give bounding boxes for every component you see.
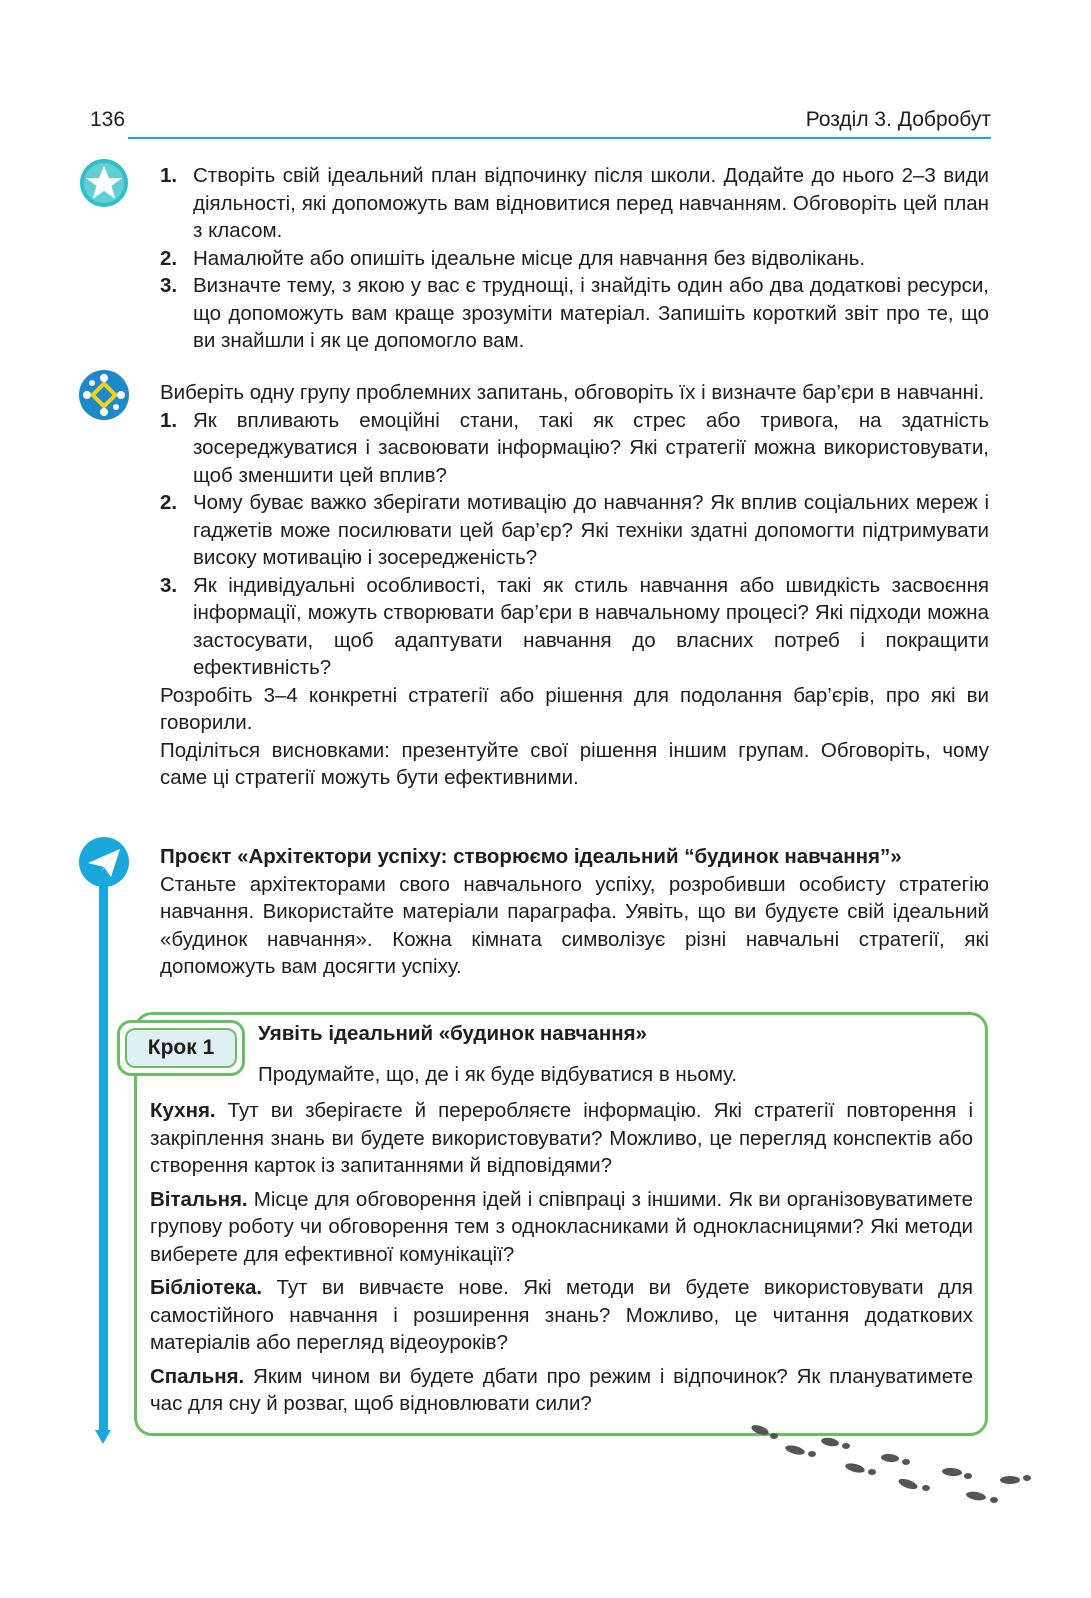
group-discussion-icon: [78, 369, 130, 421]
step-intro: Продумайте, що, де і як буде відбуватися в ньому.: [258, 1063, 738, 1086]
list-item: 1. Створіть свій ідеальний план відпочинку після школи. Додайте до нього 2–3 види діяльності, які допоможуть вам відновитися перед навчанням. Обговоріть цей план з класом.: [160, 164, 989, 242]
room-living-room: Вітальня. Місце для обговорення ідей і співпраці з іншими. Як ви організовуватимете групову роботу чи обговорення тем з однокласниками й однокласницями? Які методи виберете для ефективної комунікації?: [150, 1187, 973, 1266]
rooms-list: [150, 1097, 973, 1424]
strategies-paragraph: Розробіть 3–4 конкретні стратегії або рішення для подолання бар’єрів, про які ви говорили.: [160, 683, 989, 734]
conclusions-paragraph: Поділіться висновками: презентуйте свої рішення іншим групам. Обговоріть, чому саме ці стратегії можуть бути ефективними.: [160, 738, 989, 789]
project-description: Станьте архітекторами свого навчального успіху, розробивши особисту стратегію навчання. Використайте матеріали параграфа. Уявіть, що ви будуєте свій ідеальний «будинок навчання». Кожна кімната символізує різні навчальні стратегії, які допоможуть вам досягти успіху.: [160, 872, 989, 978]
project-section: [160, 843, 989, 981]
task-list: [160, 162, 989, 355]
activity-tasks: [160, 162, 989, 355]
list-item: 3. Визначте тему, з якою у вас є труднощі, і знайдіть один або два додаткові ресурси, що допоможуть вам краще зрозуміти матеріал. Запишіть короткий звіт про те, що ви знайшли і як це допомогло вам.: [160, 274, 989, 352]
footprints-icon: [740, 1420, 1040, 1530]
chapter-title: Розділ 3. Добробут: [805, 108, 991, 131]
room-library: Бібліотека. Тут ви вивчаєте нове. Які методи ви будете використовувати для самостійного навчання і розширення знань? Можливо, це читання додаткових матеріалів або перегляд відеоуроків?: [150, 1276, 974, 1354]
star-icon: [79, 158, 129, 208]
step-title: Уявіть ідеальний «будинок навчання»: [258, 1022, 647, 1045]
project-title: Проєкт «Архітектори успіху: створюємо ідеальний “будинок навчання”»: [160, 845, 902, 868]
list-item: 2. Чому буває важко зберігати мотивацію до навчання? Як вплив соціальних мереж і гаджетів може посилювати цей бар’єр? Які техніки здатні допомогти підтримувати високу мотивацію і зосередженість?: [160, 491, 989, 569]
header-divider: [128, 137, 991, 139]
timeline-arrow-icon: [95, 1430, 111, 1444]
step-badge: Крок 1: [117, 1020, 245, 1076]
discussion-intro: Виберіть одну групу проблемних запитань, обговоріть їх і визначте бар’єри в навчанні.: [160, 381, 985, 404]
project-timeline-line: [99, 880, 108, 1432]
page-header: [0, 104, 1091, 144]
room-kitchen: Кухня. Тут ви зберігаєте й переробляєте інформацію. Які стратегії повторення і закріплення знань ви будете використовувати? Можливо, це перегляд конспектів або створення карток із запитаннями й відповідями?: [150, 1099, 974, 1177]
room-bedroom: Спальня. Яким чином ви будете дбати про режим і відпочинок? Як плануватимете час для сну й розваг, щоб відновлювати сили?: [150, 1364, 973, 1415]
list-item: 2. Намалюйте або опишіть ідеальне місце для навчання без відволікань.: [160, 246, 866, 270]
question-list: [160, 407, 989, 682]
list-item: 3. Як індивідуальні особливості, такі як стиль навчання або швидкість засвоєння інформації, можуть створювати бар’єри в навчальному процесі? Які підходи можна застосувати, щоб адаптувати навчання до власних потреб і покращити ефективність?: [160, 573, 989, 679]
page-number: 136: [90, 108, 126, 131]
group-discussion: [160, 379, 989, 792]
list-item: 1. Як впливають емоційні стани, такі як стрес або тривога, на здатність зосереджуватися і засвоювати інформацію? Які стратегії можна використовувати, щоб зменшити цей вплив?: [160, 408, 989, 487]
